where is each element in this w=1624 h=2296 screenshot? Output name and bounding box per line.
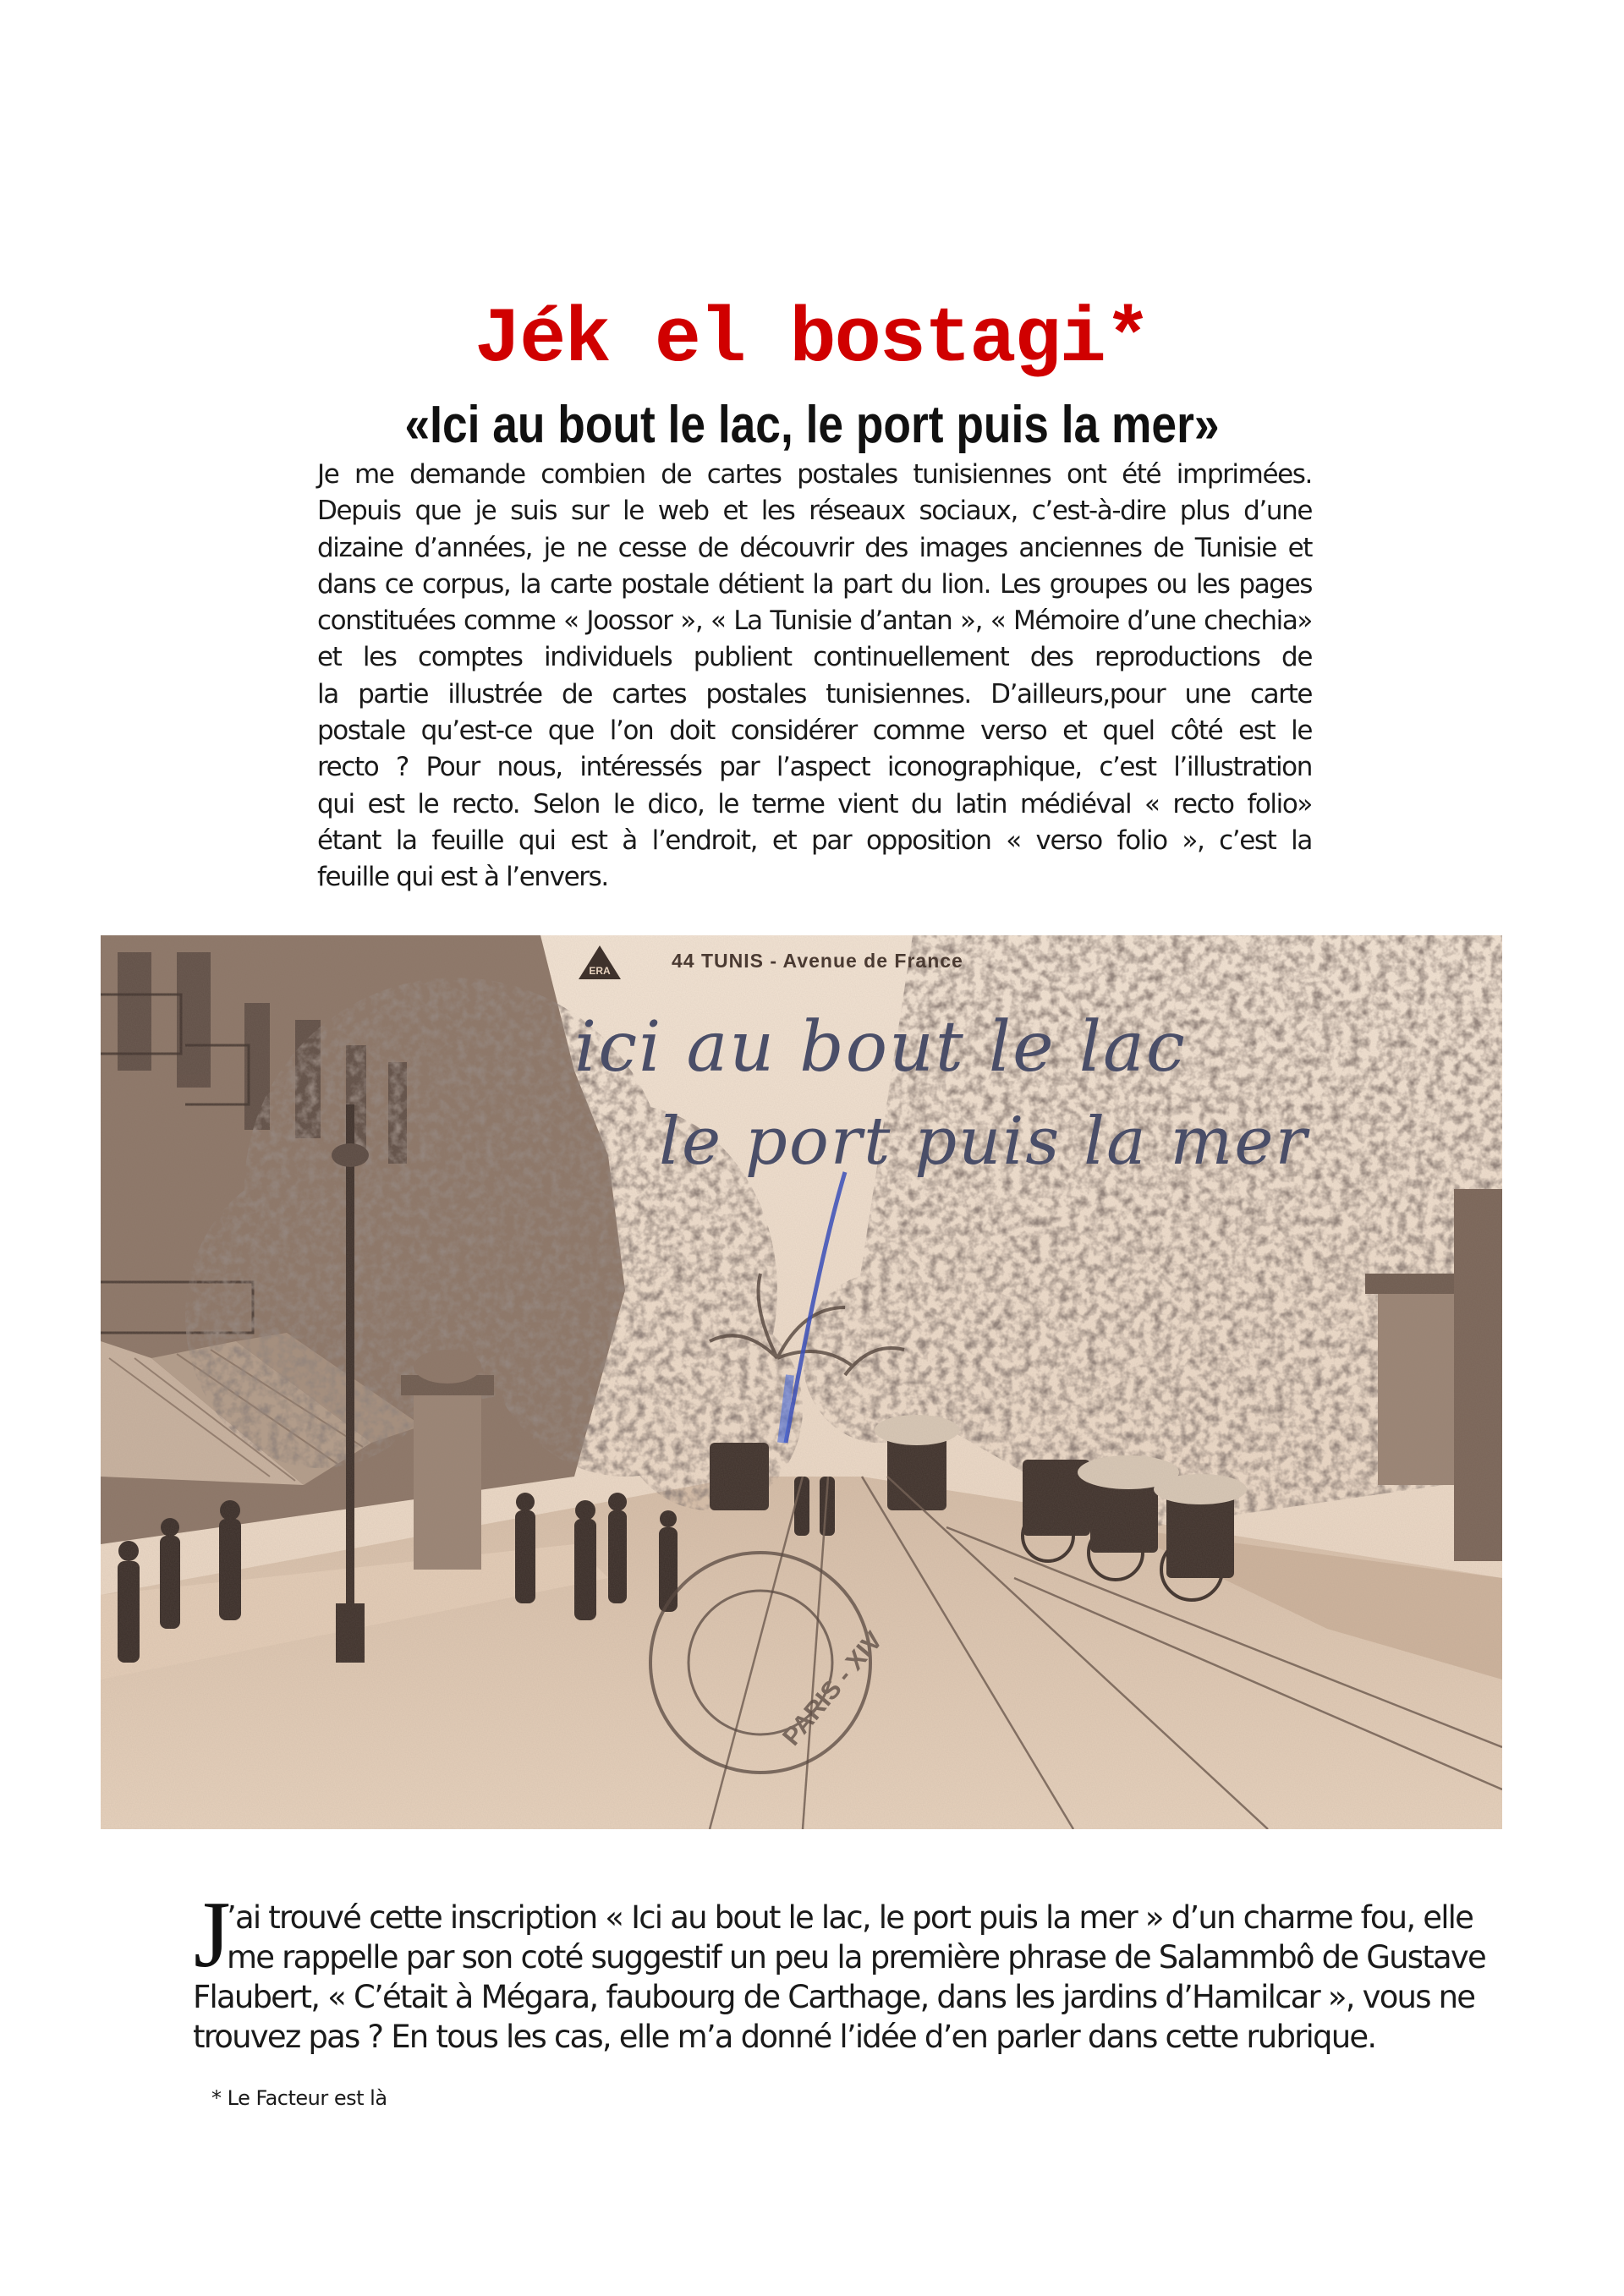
intro-line: dizaine d’années, je ne cesse de découvrir des images anciennes de Tunisie et xyxy=(317,532,1312,563)
handwriting-line-2: le port puis la mer xyxy=(659,1104,1309,1180)
article-subtitle: «Ici au bout le lac, le port puis la mer» xyxy=(404,396,1220,455)
handwriting-line-1: ici au bout le lac xyxy=(574,1007,1187,1088)
body-line: trouvez pas ? En tous les cas, elle m’a donné l’idée d’en parler dans cette rubrique. xyxy=(193,2019,1376,2055)
intro-paragraph xyxy=(317,457,1312,896)
postcard-illustration xyxy=(101,935,1502,1829)
intro-line: postale qu’est-ce que l’on doit considérer comme verso et quel côté est le xyxy=(317,715,1312,747)
intro-line: feuille qui est à l’envers. xyxy=(317,862,608,893)
body-line: me rappelle par son coté suggestif un peu la première phrase de Salammbô de Gustave xyxy=(227,1939,1485,1975)
intro-line: et les comptes individuels publient continuellement des reproductions de xyxy=(317,642,1312,673)
svg-text:PARIS - XIV: PARIS - XIV xyxy=(777,1626,889,1751)
intro-line: constituées comme « Joossor », « La Tunisie d’antan », « Mémoire d’une chechia» xyxy=(317,606,1312,637)
intro-line: recto ? Pour nous, intéressés par l’aspect iconographique, c’est l’illustration xyxy=(317,752,1312,783)
intro-line: étant la feuille qui est à l’endroit, et par opposition « verso folio », c’est la xyxy=(317,825,1312,856)
intro-line: dans ce corpus, la carte postale détient la part du lion. Les groupes ou les pages xyxy=(317,568,1312,600)
body-paragraph xyxy=(193,1898,1485,2057)
body-line: Flaubert, « C’était à Mégara, faubourg de Carthage, dans les jardins d’Hamilcar », vous ne xyxy=(193,1979,1475,2015)
intro-line: la partie illustrée de cartes postales tunisiennes. D’ailleurs,pour une carte xyxy=(317,678,1312,710)
drop-cap: J xyxy=(194,1882,231,1987)
article-title: Jék el bostagi* xyxy=(474,294,1150,384)
intro-line: Je me demande combien de cartes postales tunisiennes ont été imprimées. xyxy=(317,459,1312,490)
postcard-caption: 44 TUNIS - Avenue de France xyxy=(672,950,963,972)
body-line: ’ai trouvé cette inscription « Ici au bout le lac, le port puis la mer » d’un charme fou, elle xyxy=(227,1899,1473,1936)
intro-line: qui est le recto. Selon le dico, le terme vient du latin médiéval « recto folio» xyxy=(317,788,1312,819)
footnote: * Le Facteur est là xyxy=(211,2086,387,2110)
svg-text:ERA: ERA xyxy=(589,965,611,977)
postcard-photo xyxy=(101,935,1502,1829)
intro-line: Depuis que je suis sur le web et les réseaux sociaux, c’est-à-dire plus d’une xyxy=(317,496,1312,527)
